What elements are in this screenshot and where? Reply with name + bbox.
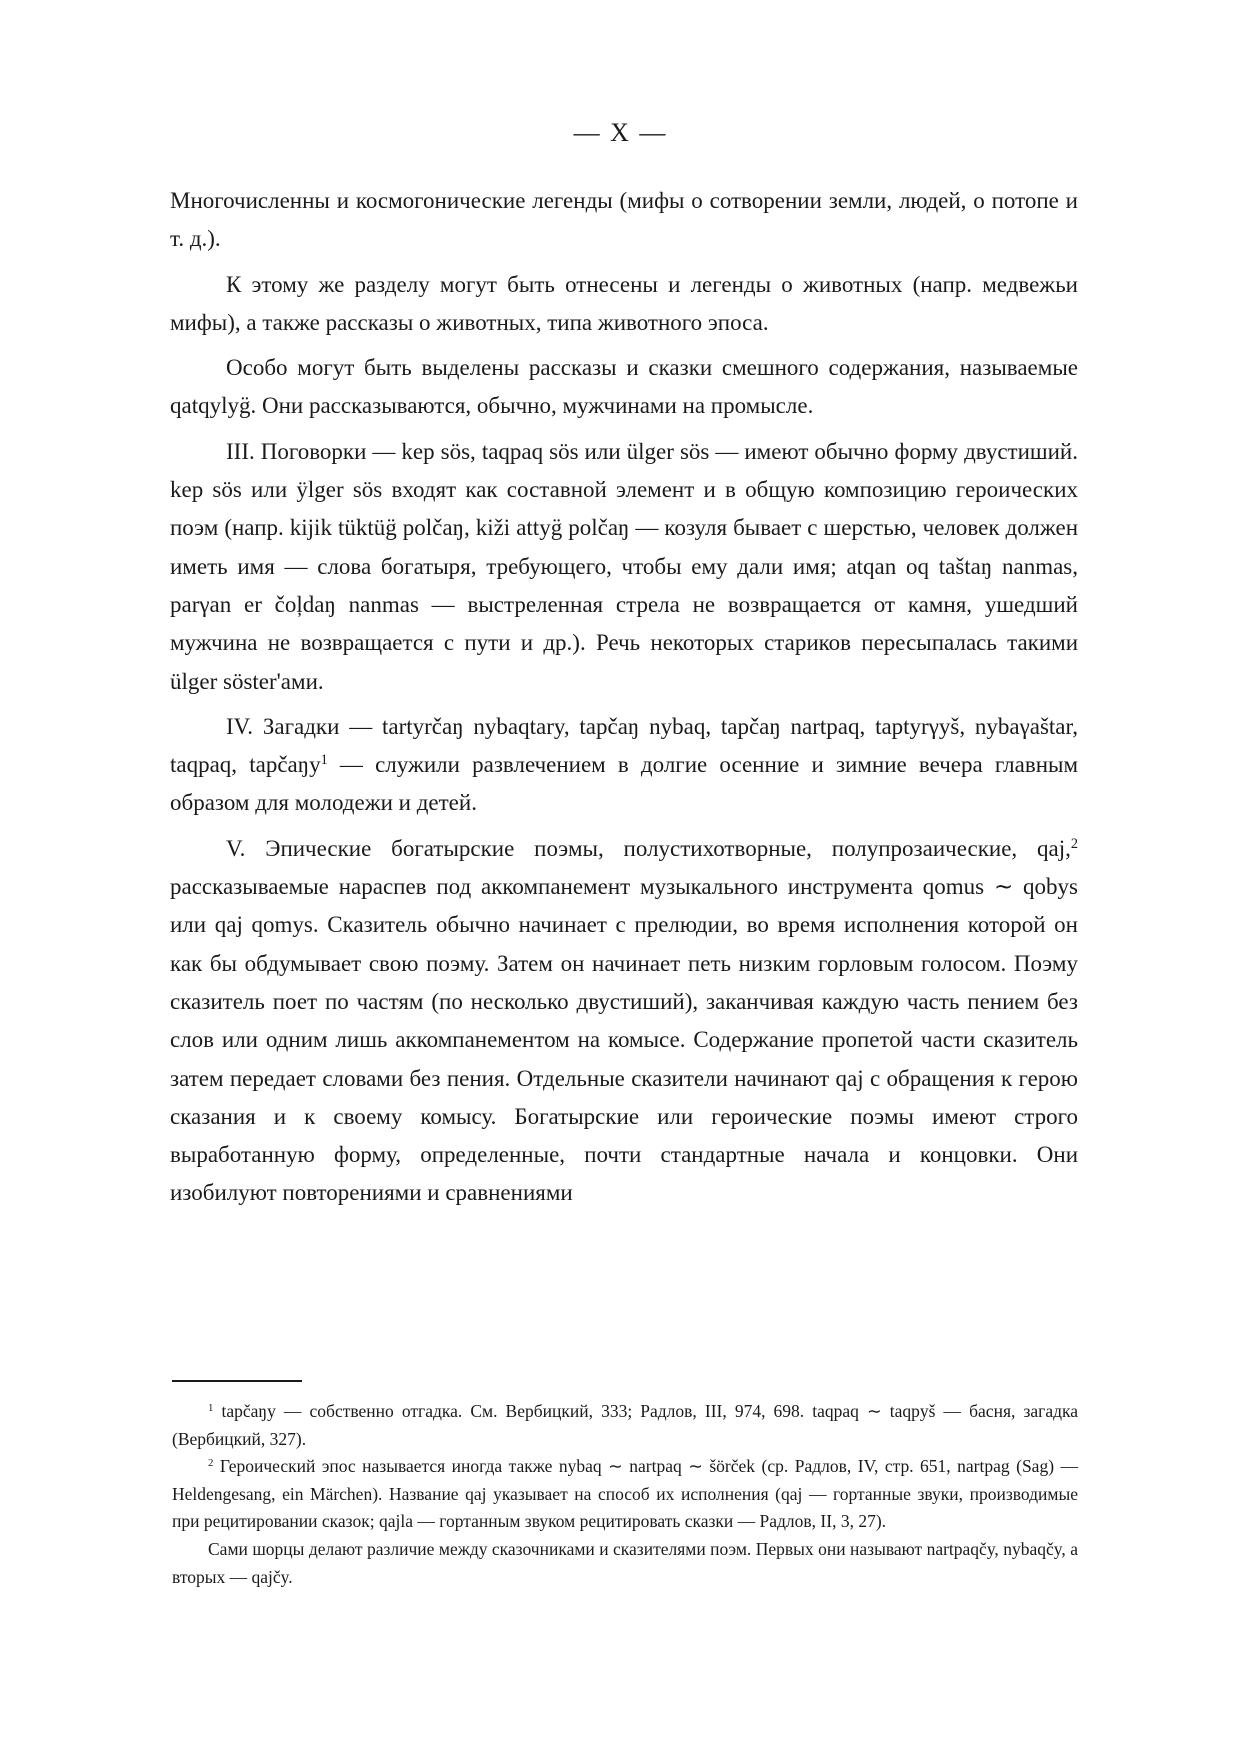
main-text	[170, 182, 1078, 1220]
paragraph-sayings: III. Поговорки — kep sös, taqpaq sös или ülger sös — имеют обычно форму двустиший. kep sös или ÿlger sös входят как составной элемент и в общую композицию героических поэм (напр. kijik tüktüg̈ polčaŋ, kiži attyg̈ polčaŋ — козуля бывает с шерстью, человек должен иметь имя — слова богатыря, требующего, чтобы ему дали имя; atqan oq taštaŋ nanmas, parγan er čoļdaŋ nanmas — выстреленная стрела не возвращается от камня, ушедший мужчина не возвращается с пути и др.). Речь некоторых стариков пересыпалась такими ülger söster'ами.	[170, 438, 1078, 694]
epic-intro: V. Эпические богатырские поэмы, полустихотворные, полупрозаические, qaj,	[226, 835, 1071, 861]
footnote-divider	[172, 1380, 302, 1382]
footnote-1	[172, 1398, 1078, 1453]
paragraph-myths: Многочисленны и космогонические легенды (мифы о сотворении земли, людей, о потопе и т. д.).	[170, 188, 1078, 252]
riddles-tail: — служили развлечением в долгие осенние и зимние вечера главным образом для молодежи и детей.	[170, 752, 1079, 816]
page-number: — X —	[573, 118, 668, 147]
footnote-mark-1: 1	[208, 1402, 214, 1415]
epic-text: рассказываемые нараспев под аккомпанемент музыкального инструмента qomus ∼ qobys или qaj qomys. Сказитель обычно начинает с прелюдии, во время исполнения которой он как бы обдумывает свою поэму. Затем он начинает петь низким горловым голосом. Поэму сказитель поет по частям (по несколько двустиший), заканчивая каждую часть пением без слов или одним лишь аккомпанементом на комысе. Содержание пропетой части сказитель затем передает словами без пения. Отдельные сказители начинают qaj с обращения к герою сказания и к своему комысу. Богатырские или героические поэмы имеют строго выработанную форму, определенные, почти стандартные начала и концовки. Они изобилуют повторениями и сравнениями	[170, 874, 1078, 1206]
footnote-ref-1: 1	[320, 752, 328, 769]
footnote-1-text: tapčaŋy — собственно отгадка. См. Вербицкий, 333; Радлов, III, 974, 698. taqpaq ∼ taqpyš — басня, загадка (Вербицкий, 327).	[172, 1401, 1078, 1449]
footnote-2	[172, 1453, 1078, 1536]
paragraph-riddles	[170, 708, 1078, 823]
riddles-text: IV. Загадки — tartyrčaŋ nybaqtary, tapčaŋ nybaq, tapčaŋ nartpaq, taptyrγyš, nybaγaštar, taqpaq, tapčaŋy	[170, 713, 1078, 778]
footnote-2-text: Героический эпос называется иногда также nybaq ∼ nartpaq ∼ šörček (ср. Радлов, IV, стр. 651, nartpag (Sag) — Heldengesang, ein Märchen). Название qaj указывает на способ их исполнения (qaj — гортанные звуки, производимые при рецитировании сказок; qajla — гортанным звуком рецитировать сказки — Радлов, II, 3, 27).	[172, 1456, 1079, 1532]
paragraph-epic-poems	[170, 830, 1078, 1213]
footnote-mark-2: 2	[208, 1457, 214, 1470]
footnotes	[172, 1398, 1078, 1591]
footnote-3: Сами шорцы делают различие между сказочниками и сказителями поэм. Первых они называют nartpaqčy, nybaqčy, а вторых — qajčy.	[172, 1538, 1078, 1587]
paragraph-funny-tales: Особо могут быть выделены рассказы и сказки смешного содержания, называемые qatqylyg̈. Они рассказываются, обычно, мужчинами на промысле.	[170, 355, 1078, 419]
footnote-ref-2: 2	[1070, 835, 1078, 852]
paragraph-animal-legends: К этому же разделу могут быть отнесены и легенды о животных (напр. медвежьи мифы), а также рассказы о животных, типа животного эпоса.	[170, 271, 1078, 335]
